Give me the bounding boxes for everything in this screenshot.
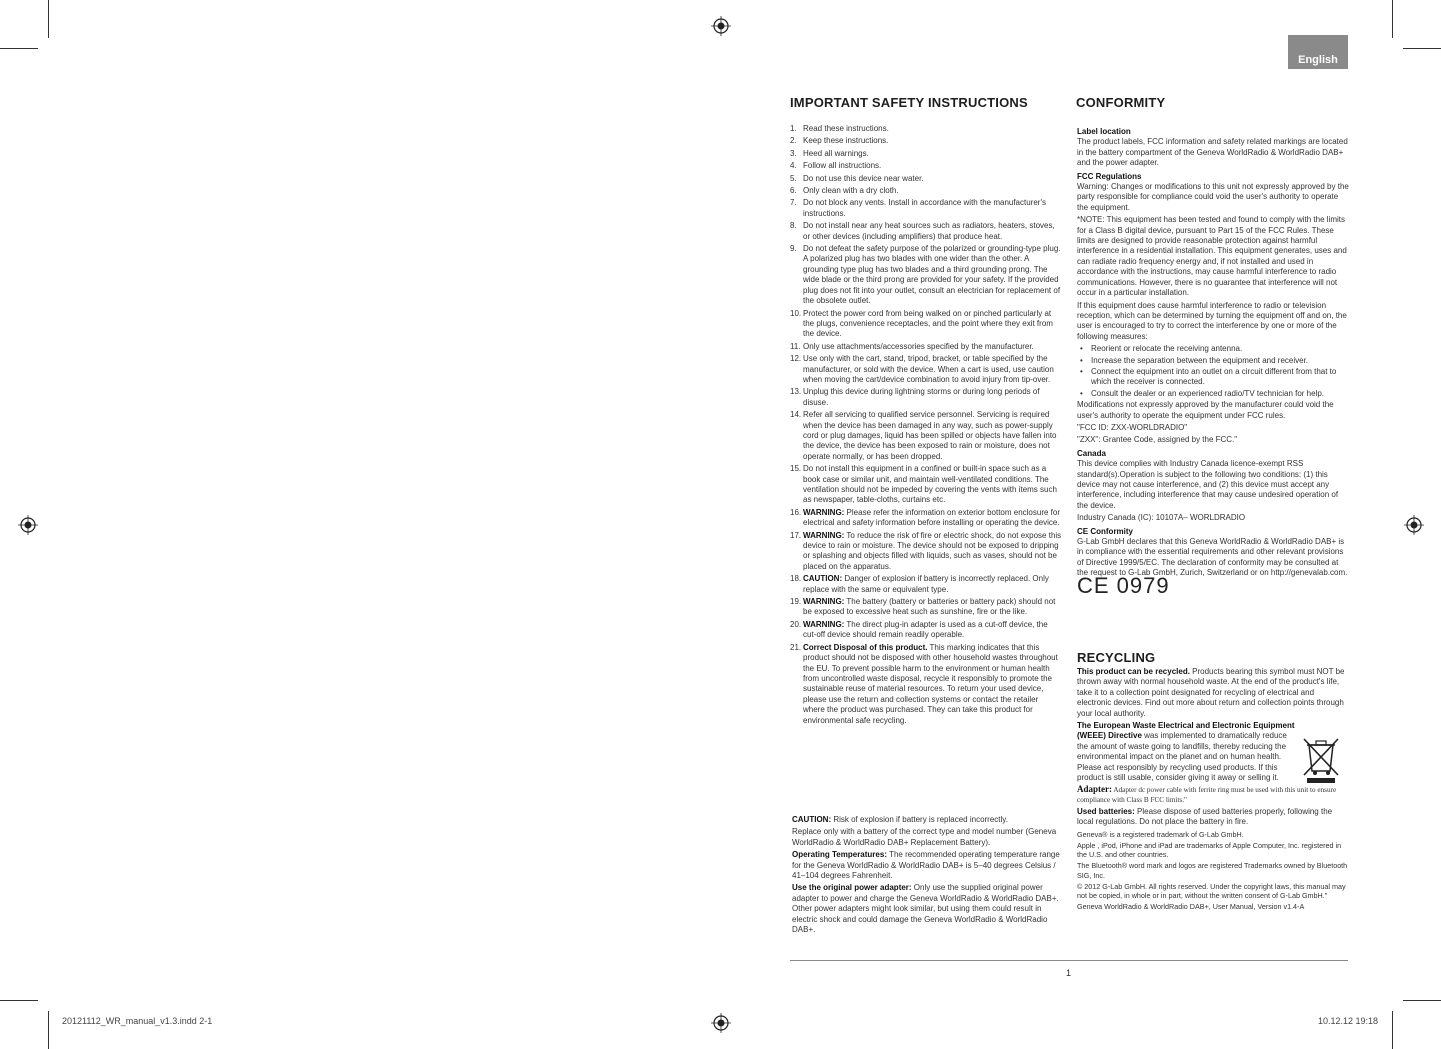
safety-item xyxy=(790,174,1062,184)
safety-item xyxy=(790,464,1062,506)
safety-item-number: 11. xyxy=(790,341,801,351)
safety-item xyxy=(790,221,1062,242)
safety-item-text: Use only with the cart, stand, tripod, bracket, or table specified by the manufacturer, or sold with the device. When a cart is used, use caution when moving the cart/device combination to avoid injury from tip-over. xyxy=(803,354,1054,384)
safety-item-lead: WARNING: xyxy=(803,507,845,517)
used-batteries-note: Used batteries: Please dispose of used batteries properly, following the local regulations. Do not place the battery in fire. xyxy=(1077,806,1333,827)
safety-item-text: To reduce the risk of fire or electric shock, do not expose this device to rain or moisture. The device should not be exposed to dripping or splashing and objects filled with liquids, such as vases, should not be placed on the apparatus. xyxy=(803,530,1062,571)
ce-mark: CE 0979 xyxy=(1077,572,1170,598)
safety-item xyxy=(790,186,1062,196)
safety-item-text: This marking indicates that this product should not be disposed with other household wastes throughout the EU. To prevent possible harm to the environment or human health from uncontrolled waste disposal, recycle it responsibly to promote the sustainable reuse of material resources. To return your used device, please use the return and collection systems or contact the retailer where the product was purchased. They can take this product for environmental safe recycling. xyxy=(803,642,1058,725)
weee-block xyxy=(1077,721,1349,785)
safety-item-text: Follow all instructions. xyxy=(803,161,882,171)
ce-text: G-Lab GmbH declares that this Geneva WorldRadio & WorldRadio DAB+ is in compliance with the essential requirements and other relevant provisions of Directive 1999/5/EC. The declaration of conformity may be consulted at the request to G-Lab GmbH, Zurich, Switzerland or on http://genevalab.com. xyxy=(1077,537,1348,578)
safety-item xyxy=(790,354,1062,385)
recycling-heading: RECYCLING xyxy=(1077,650,1156,665)
safety-item xyxy=(790,198,1062,219)
safety-item xyxy=(790,620,1062,641)
safety-item xyxy=(790,574,1062,595)
temperature-note: Operating Temperatures: The recommended operating temperature range for the Geneva WorldRadio & WorldRadio DAB+ is 5–40 degrees Celsius / 41–104 degrees Fahrenheit. xyxy=(792,850,1060,881)
safety-item-number: 16. xyxy=(790,507,802,517)
safety-item-text: Do not install near any heat sources such as radiators, heaters, stoves, or other devices (including amplifiers) that produce heat. xyxy=(803,221,1055,241)
crop-mark xyxy=(0,1000,38,1001)
ce-title: CE Conformity xyxy=(1077,526,1133,536)
crop-mark xyxy=(0,48,38,49)
measures-list xyxy=(1077,344,1349,399)
safety-item xyxy=(790,136,1062,146)
safety-item-number: 9. xyxy=(790,244,797,254)
safety-item xyxy=(790,161,1062,171)
safety-item-text: Read these instructions. xyxy=(803,124,889,133)
safety-item-text: Protect the power cord from being walked on or pinched particularly at the plugs, convenience receptacles, and the point where they exit from the device. xyxy=(803,308,1053,339)
registration-mark-icon xyxy=(18,515,38,535)
crop-mark xyxy=(48,0,49,38)
safety-item-number: 17. xyxy=(790,530,802,540)
safety-heading: IMPORTANT SAFETY INSTRUCTIONS xyxy=(790,95,1028,110)
crop-mark xyxy=(1392,0,1393,38)
safety-item-number: 15. xyxy=(790,464,802,474)
fcc-note: *NOTE: This equipment has been tested and found to comply with the limits for a Class B digital device, pursuant to Part 15 of the FCC Rules. These limits are designed to provide reasonable protection against harmful interference in a residential installation. This equipment generates, uses and can radiate radio frequency energy and, if not installed and used in accordance with the instructions, may cause harmful interference to radio communications. However, there is no guarantee that interference will not occur in a particular installation. xyxy=(1077,215,1347,298)
modifications-text: Modifications not expressly approved by the manufacturer could void the user's authority to operate the equipment under FCC rules. xyxy=(1077,400,1334,420)
safety-item xyxy=(790,387,1062,408)
recycling-text: This product can be recycled. Products bearing this symbol must NOT be thrown away with normal household waste. At the end of the product's life, take it to a collection point designated for recycling of electrical and electronic devices. Find out more about return and collection points through your local authority. xyxy=(1077,667,1345,718)
adapter-ferrite-note: Adapter: Adapter dc power cable with ferrite ring must be used with this unit to ensure compliance with Class B FCC limits." xyxy=(1077,784,1337,804)
measure-item: • Increase the separation between the equipment and receiver. xyxy=(1077,356,1349,366)
trademark-apple: Apple , iPod, iPhone and iPad are trademarks of Apple Computer, Inc. registered in the U.S. and other countries. xyxy=(1077,840,1342,860)
fcc-warning: Warning: Changes or modifications to this unit not expressly approved by the party responsible for compliance could void the user's authority to operate the equipment. xyxy=(1077,182,1349,212)
industry-canada-id: Industry Canada (IC): 10107A– WORLDRADIO xyxy=(1077,513,1246,523)
conformity-column xyxy=(1077,124,1349,598)
recycling-column xyxy=(1077,667,1349,913)
safety-item xyxy=(790,124,1062,134)
safety-item xyxy=(790,309,1062,340)
caution-note: CAUTION: Risk of explosion if battery is replaced incorrectly. xyxy=(792,815,1008,824)
safety-item xyxy=(790,342,1062,352)
safety-item-number: 20. xyxy=(790,619,802,629)
manual-version: Geneva WorldRadio & WorldRadio DAB+, User Manual, Version v1.4-A xyxy=(1077,902,1305,912)
safety-item-number: 13. xyxy=(790,387,802,397)
safety-item-text: Only use attachments/accessories specified by the manufacturer. xyxy=(803,341,1034,351)
registration-mark-icon xyxy=(711,16,731,36)
registration-mark-icon xyxy=(1404,515,1424,535)
safety-item-text: Do not install this equipment in a confined or built-in space such as a book case or similar unit, and maintain well-ventilated conditions. The ventilation should not be impeded by covering the vents with items such as newspaper, table-cloths, curtains etc. xyxy=(803,464,1057,505)
trademark-geneva: Geneva® is a registered trademark of G-Lab GmbH. xyxy=(1077,829,1244,839)
safety-item-text: Please refer the information on exterior bottom enclosure for electrical and safety information before installing or operating the device. xyxy=(803,507,1060,528)
power-adapter-note: Use the original power adapter: Only use the supplied original power adapter to power and charge the Geneva WorldRadio & WorldRadio DAB+. Other power adapters might look similar, but using them could result in electric shock and could damage the Geneva WorldRadio & WorldRadio DAB+. xyxy=(792,883,1059,935)
safety-item-text: The battery (battery or batteries or battery pack) should not be exposed to excessive heat such as sunshine, fire or the like. xyxy=(803,597,1056,617)
safety-item-text: Danger of explosion if battery is incorrectly replaced. Only replace with the same or equivalent type. xyxy=(803,574,1049,594)
page-number: 1 xyxy=(1066,968,1072,978)
measure-item: • Reorient or relocate the receiving antenna. xyxy=(1077,344,1349,354)
safety-item-text: Heed all warnings. xyxy=(803,148,869,158)
safety-item-number: 2. xyxy=(790,136,797,146)
safety-column xyxy=(790,124,1062,728)
label-location-text: The product labels, FCC information and safety related markings are located in the battery compartment of the Geneva WorldRadio & WorldRadio DAB+ and the power adapter. xyxy=(1077,137,1348,168)
safety-item-text: Do not use this device near water. xyxy=(803,173,924,183)
safety-item-number: 14. xyxy=(790,410,802,420)
safety-item-lead: Correct Disposal of this product. xyxy=(803,642,928,652)
safety-item-lead: CAUTION: xyxy=(803,574,843,584)
safety-item xyxy=(790,244,1062,306)
safety-item-text: Do not block any vents. Install in accordance with the manufacturer's instructions. xyxy=(803,198,1046,218)
copyright-notice: © 2012 G-Lab GmbH. All rights reserved. Under the copyright laws, this manual may not be copied, in whole or in part, without the written consent of G-Lab GmbH." xyxy=(1077,881,1346,900)
safety-item-number: 5. xyxy=(790,173,797,183)
measure-item: • Consult the dealer or an experienced radio/TV technician for help. xyxy=(1077,389,1349,399)
safety-item-number: 4. xyxy=(790,161,797,171)
canada-title: Canada xyxy=(1077,448,1106,458)
fcc-interference: If this equipment does cause harmful interference to radio or television reception, which can be determined by turning the equipment off and on, the user is encouraged to try to correct the interference by one or more of the following measures: xyxy=(1077,300,1347,341)
safety-item-number: 6. xyxy=(790,186,797,196)
safety-item-number: 19. xyxy=(790,597,802,607)
weee-text: The European Waste Electrical and Electronic Equipment (WEEE) Directive was implemented to dramatically reduce the amount of waste going to landfills, thereby reducing the environmental impact on the planet and on human health. Please act responsibly by recycling used products. If this product is still usable, consider giving it away or selling it. xyxy=(1077,721,1295,783)
crossed-bin-icon xyxy=(1301,735,1341,783)
trademark-bluetooth: The Bluetooth® word mark and logos are registered Trademarks owned by Bluetooth SIG, Inc. xyxy=(1077,861,1348,880)
safety-item-lead: WARNING: xyxy=(803,597,845,607)
safety-item xyxy=(790,410,1062,462)
safety-item-number: 3. xyxy=(790,148,797,158)
date-slug: 10.12.12 19:18 xyxy=(1318,1016,1379,1026)
safety-item-number: 12. xyxy=(790,354,802,364)
fcc-id: "FCC ID: ZXX-WORLDRADIO" xyxy=(1077,422,1188,432)
safety-item-text: Unplug this device during lightning storms or during long periods of disuse. xyxy=(803,387,1040,407)
crop-mark xyxy=(1403,48,1441,49)
registration-mark-icon xyxy=(711,1013,731,1033)
safety-item-text: Do not defeat the safety purpose of the polarized or grounding-type plug. A polarized plug has two blades with one wider than the other. A grounding type plug has two blades and a third grounding prong. The wide blade or the third prong are provided for your safety. If the provided plug does not fit into your outlet, consult an electrician for replacement of the obsolete outlet. xyxy=(803,244,1061,306)
language-tab: English xyxy=(1288,35,1348,69)
file-slug: 20121112_WR_manual_v1.3.indd 2-1 xyxy=(62,1016,213,1026)
safety-item xyxy=(790,531,1062,573)
safety-item-lead: WARNING: xyxy=(803,619,845,629)
safety-item xyxy=(790,508,1062,529)
measure-item: • Connect the equipment into an outlet on a circuit different from that to which the receiver is connected. xyxy=(1077,367,1349,388)
label-location-title: Label location xyxy=(1077,127,1131,136)
replacement-note: Replace only with a battery of the correct type and model number (Geneva WorldRadio & WorldRadio DAB+ Replacement Battery). xyxy=(792,827,1057,847)
safety-item-text: Keep these instructions. xyxy=(803,136,889,146)
safety-item-number: 8. xyxy=(790,221,797,231)
safety-item xyxy=(790,149,1062,159)
safety-item-number: 10. xyxy=(790,308,802,318)
safety-item xyxy=(790,643,1062,726)
crop-mark xyxy=(1392,1011,1393,1049)
safety-item-text: Refer all servicing to qualified service personnel. Servicing is required when the device has been damaged in any way, such as power-supply cord or plug damages, liquid has been spilled or objects have fallen into the device, the device has been exposed to rain or moisture, does not operate normally, or has been dropped. xyxy=(803,410,1057,461)
crop-mark xyxy=(48,1011,49,1049)
safety-notes xyxy=(792,815,1060,937)
safety-item-number: 1. xyxy=(790,124,797,133)
safety-item-number: 21. xyxy=(790,642,802,652)
fcc-title: FCC Regulations xyxy=(1077,171,1142,181)
conformity-heading: CONFORMITY xyxy=(1076,95,1166,110)
safety-list xyxy=(790,124,1062,726)
safety-item-lead: WARNING: xyxy=(803,530,845,540)
safety-item xyxy=(790,597,1062,618)
footer-rule xyxy=(790,960,1348,961)
crop-mark xyxy=(1403,1000,1441,1001)
safety-item-number: 18. xyxy=(790,574,802,584)
safety-item-text: Only clean with a dry cloth. xyxy=(803,186,899,196)
grantee-code: "ZXX": Grantee Code, assigned by the FCC." xyxy=(1077,435,1238,445)
safety-item-text: The direct plug-in adapter is used as a cut-off device, the cut-off device should remain readily operable. xyxy=(803,619,1048,640)
safety-item-number: 7. xyxy=(790,198,797,208)
canada-text: This device complies with Industry Canada licence-exempt RSS standard(s).Operation is subject to the following two conditions: (1) this device may not cause interference, and (2) this device must accept any interference, including interference that may cause undesired operation of the device. xyxy=(1077,459,1339,510)
